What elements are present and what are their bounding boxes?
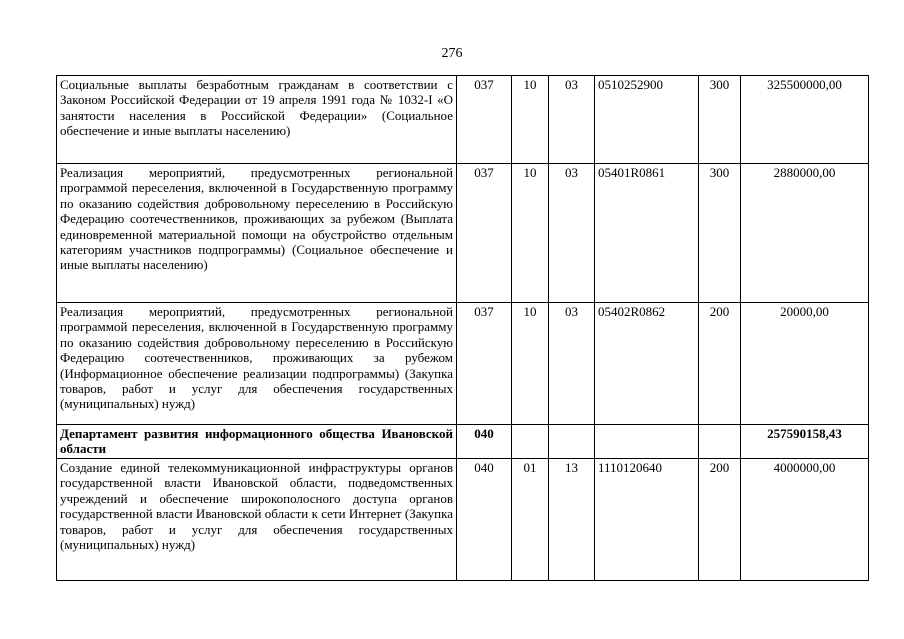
row-subsection-code: 03 (549, 164, 595, 303)
row-amount: 20000,00 (741, 303, 869, 425)
row-ministry-code: 040 (457, 425, 512, 459)
row-amount: 325500000,00 (741, 76, 869, 164)
row-expense-type-code: 200 (699, 303, 741, 425)
row-description: Реализация мероприятий, предусмотренных региональной программой переселения, включенной в Государственную программу по оказанию содействия добровольному переселению в Российскую Федерацию соотечественников, проживающих за рубежом (Выплата единовременной материальной помощи на обустройство отдельным категориям участников подпрограммы) (Социальное обеспечение и иные выплаты населению) (57, 164, 457, 303)
row-subsection-code: 03 (549, 303, 595, 425)
row-expense-type-code: 300 (699, 76, 741, 164)
row-target-code: 05401R0861 (595, 164, 699, 303)
row-section-code: 10 (512, 164, 549, 303)
row-section-code (512, 425, 549, 459)
row-target-code: 0510252900 (595, 76, 699, 164)
row-section-code: 10 (512, 76, 549, 164)
table-row-department (57, 425, 869, 459)
table-row (57, 164, 869, 303)
row-ministry-code: 040 (457, 459, 512, 581)
row-subsection-code (549, 425, 595, 459)
row-expense-type-code: 300 (699, 164, 741, 303)
row-section-code: 10 (512, 303, 549, 425)
row-description: Департамент развития информационного общества Ивановской области (57, 425, 457, 459)
row-ministry-code: 037 (457, 76, 512, 164)
row-target-code: 1110120640 (595, 459, 699, 581)
table-row (57, 303, 869, 425)
table-row (57, 76, 869, 164)
row-target-code (595, 425, 699, 459)
row-amount: 2880000,00 (741, 164, 869, 303)
row-section-code: 01 (512, 459, 549, 581)
row-expense-type-code (699, 425, 741, 459)
row-description: Создание единой телекоммуникационной инфраструктуры органов государственной власти Ивановской области, подведомственных учреждений и обеспечение широкополосного доступа органов государственной власти Ивановской области к сети Интернет (Закупка товаров, работ и услуг для обеспечения государственных (муниципальных) нужд) (57, 459, 457, 581)
row-subsection-code: 13 (549, 459, 595, 581)
row-amount: 257590158,43 (741, 425, 869, 459)
row-ministry-code: 037 (457, 303, 512, 425)
budget-table (56, 75, 869, 581)
row-description: Реализация мероприятий, предусмотренных региональной программой переселения, включенной в Государственную программу по оказанию содействия добровольному переселению в Российскую Федерацию соотечественников, проживающих за рубежом (Информационное обеспечение реализации подпрограммы) (Закупка товаров, работ и услуг для обеспечения государственных (муниципальных) нужд) (57, 303, 457, 425)
row-description: Социальные выплаты безработным гражданам в соответствии с Законом Российской Федерации от 19 апреля 1991 года № 1032-I «О занятости населения в Российской Федерации» (Социальное обеспечение и иные выплаты населению) (57, 76, 457, 164)
row-target-code: 05402R0862 (595, 303, 699, 425)
row-expense-type-code: 200 (699, 459, 741, 581)
table-row (57, 459, 869, 581)
row-subsection-code: 03 (549, 76, 595, 164)
row-amount: 4000000,00 (741, 459, 869, 581)
page-number: 276 (441, 46, 463, 61)
row-ministry-code: 037 (457, 164, 512, 303)
